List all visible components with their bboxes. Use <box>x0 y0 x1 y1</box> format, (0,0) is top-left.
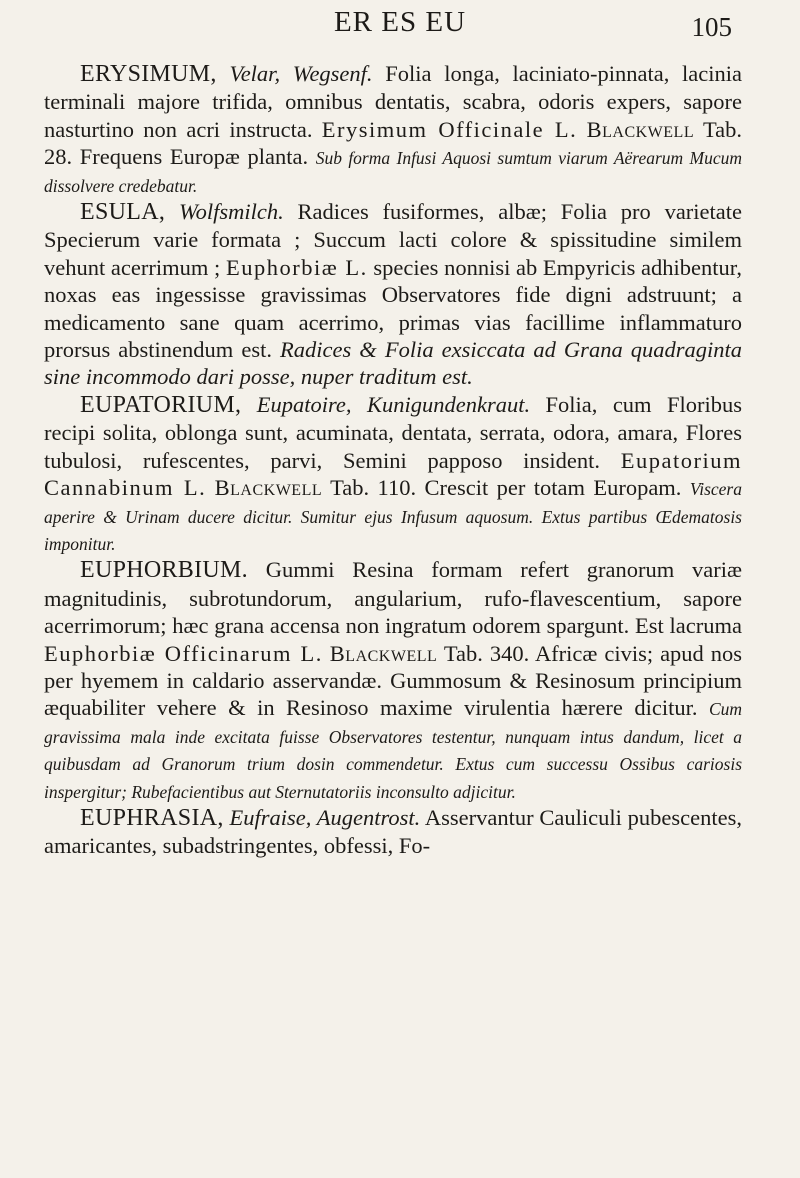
entry-tab: Tab. 340. <box>443 640 530 666</box>
running-head <box>0 6 800 46</box>
entry-note: Cum gravissima mala inde excitata fuisse Observatores testentur, nunquam intus dandum, licet a quibusdam ad Granorum trium dosin commendetur. Extus cum successu Ossibus cariosis inspergitur; Rubefacientibus aut Sternutatoriis inconsulto adjicitur. <box>44 699 742 802</box>
entry-body-2: Africæ civis; apud nos per hyemem in caldario asservandæ. Gummosum & Resinosum principium æquabiliter vehere & in Resinoso maxime virulentia hærere dicitur. <box>44 640 743 721</box>
entry-body-2: Crescit per totam Europam. <box>424 475 682 501</box>
entry-body-2: species nonnisi ab Empyricis adhibentur, noxas eas ingessisse gravissimas Observatores fide digni adstruunt; a medicamento sane quam acerrimo, primas vias facillime inflammaturo prorsus abstinendum est. <box>44 254 742 363</box>
entry-body: Radices fusiformes, albæ; Folia pro varietate Specierum varie formata ; Succum lacti colore & spissitudine similem vehunt acerrimum ; <box>44 199 743 280</box>
entry-note: Radices & Folia exsiccata ad Grana quadraginta sine incommodo dari posse, nuper traditum est. <box>44 337 742 390</box>
entry-eupatorium <box>44 391 742 556</box>
entry-euphrasia <box>44 804 742 860</box>
entry-body: Asservantur Cauliculi pubescentes, amaricantes, subadstringentes, obfessi, Fo- <box>44 804 743 859</box>
entry-species: Erysimum Officinale L. <box>321 116 578 142</box>
entry-vernacular: Eupatoire, Kunigundenkraut. <box>256 391 531 417</box>
entry-headword: EUPHORBIUM. <box>80 557 248 584</box>
entry-euphorbium <box>44 556 742 804</box>
entry-vernacular: Wolfsmilch. <box>178 199 284 225</box>
running-head-title: ER ES EU <box>333 6 467 38</box>
entry-body: Folia longa, laciniato-pinnata, lacinia terminali majore trifida, omnibus dentatis, scabra, odoris expers, sapore nasturtino non acri instructa. <box>44 61 742 142</box>
entry-headword: ESULA, <box>80 199 166 226</box>
entry-body-2: Frequens Europæ planta. <box>79 144 309 170</box>
entry-note: Viscera aperire & Urinam ducere dicitur. Sumitur ejus Infusum aquosum. Extus partibus Œdematosis imponitur. <box>44 479 742 554</box>
entry-vernacular: Velar, Wegsenf. <box>229 61 373 86</box>
entry-esula <box>44 198 742 391</box>
entry-headword: EUPHRASIA, <box>80 804 224 831</box>
entry-tab: Tab. 28. <box>44 116 743 170</box>
entry-note: Sub forma Infusi Aquosi sumtum viarum Aërearum Mucum dissolvere credebatur. <box>44 148 743 196</box>
entry-body: Gummi Resina formam refert granorum variæ magnitudinis, subrotundorum, angularium, rufo-flavescentium, sapore acerrimorum; hæc grana accensa non ingratum odorem spargunt. Est lacruma <box>44 557 742 639</box>
entry-vernacular: Eufraise, Augentrost. <box>229 804 421 830</box>
entry-author: Blackwell <box>586 116 695 142</box>
entry-species: Euphorbiæ L. <box>225 254 368 280</box>
entry-species: Euphorbiæ Officinarum L. <box>44 640 323 666</box>
entry-species: Eupatorium Cannabinum L. <box>44 447 743 501</box>
entry-headword: EUPATORIUM, <box>80 391 242 418</box>
dictionary-text <box>44 60 742 860</box>
entry-author: Blackwell <box>329 640 438 666</box>
entry-body: Folia, cum Floribus recipi solita, oblonga sunt, acuminata, dentata, serrata, odora, amara, Flores tubulosi, rufescentes, parvi, Semini papposo insident. <box>44 391 742 473</box>
entry-tab: Tab. 110. <box>330 475 417 501</box>
entry-author: Blackwell <box>214 475 323 501</box>
page-number: 105 <box>691 12 732 42</box>
entry-erysimum <box>44 60 742 198</box>
entry-headword: ERYSIMUM, <box>80 61 217 87</box>
